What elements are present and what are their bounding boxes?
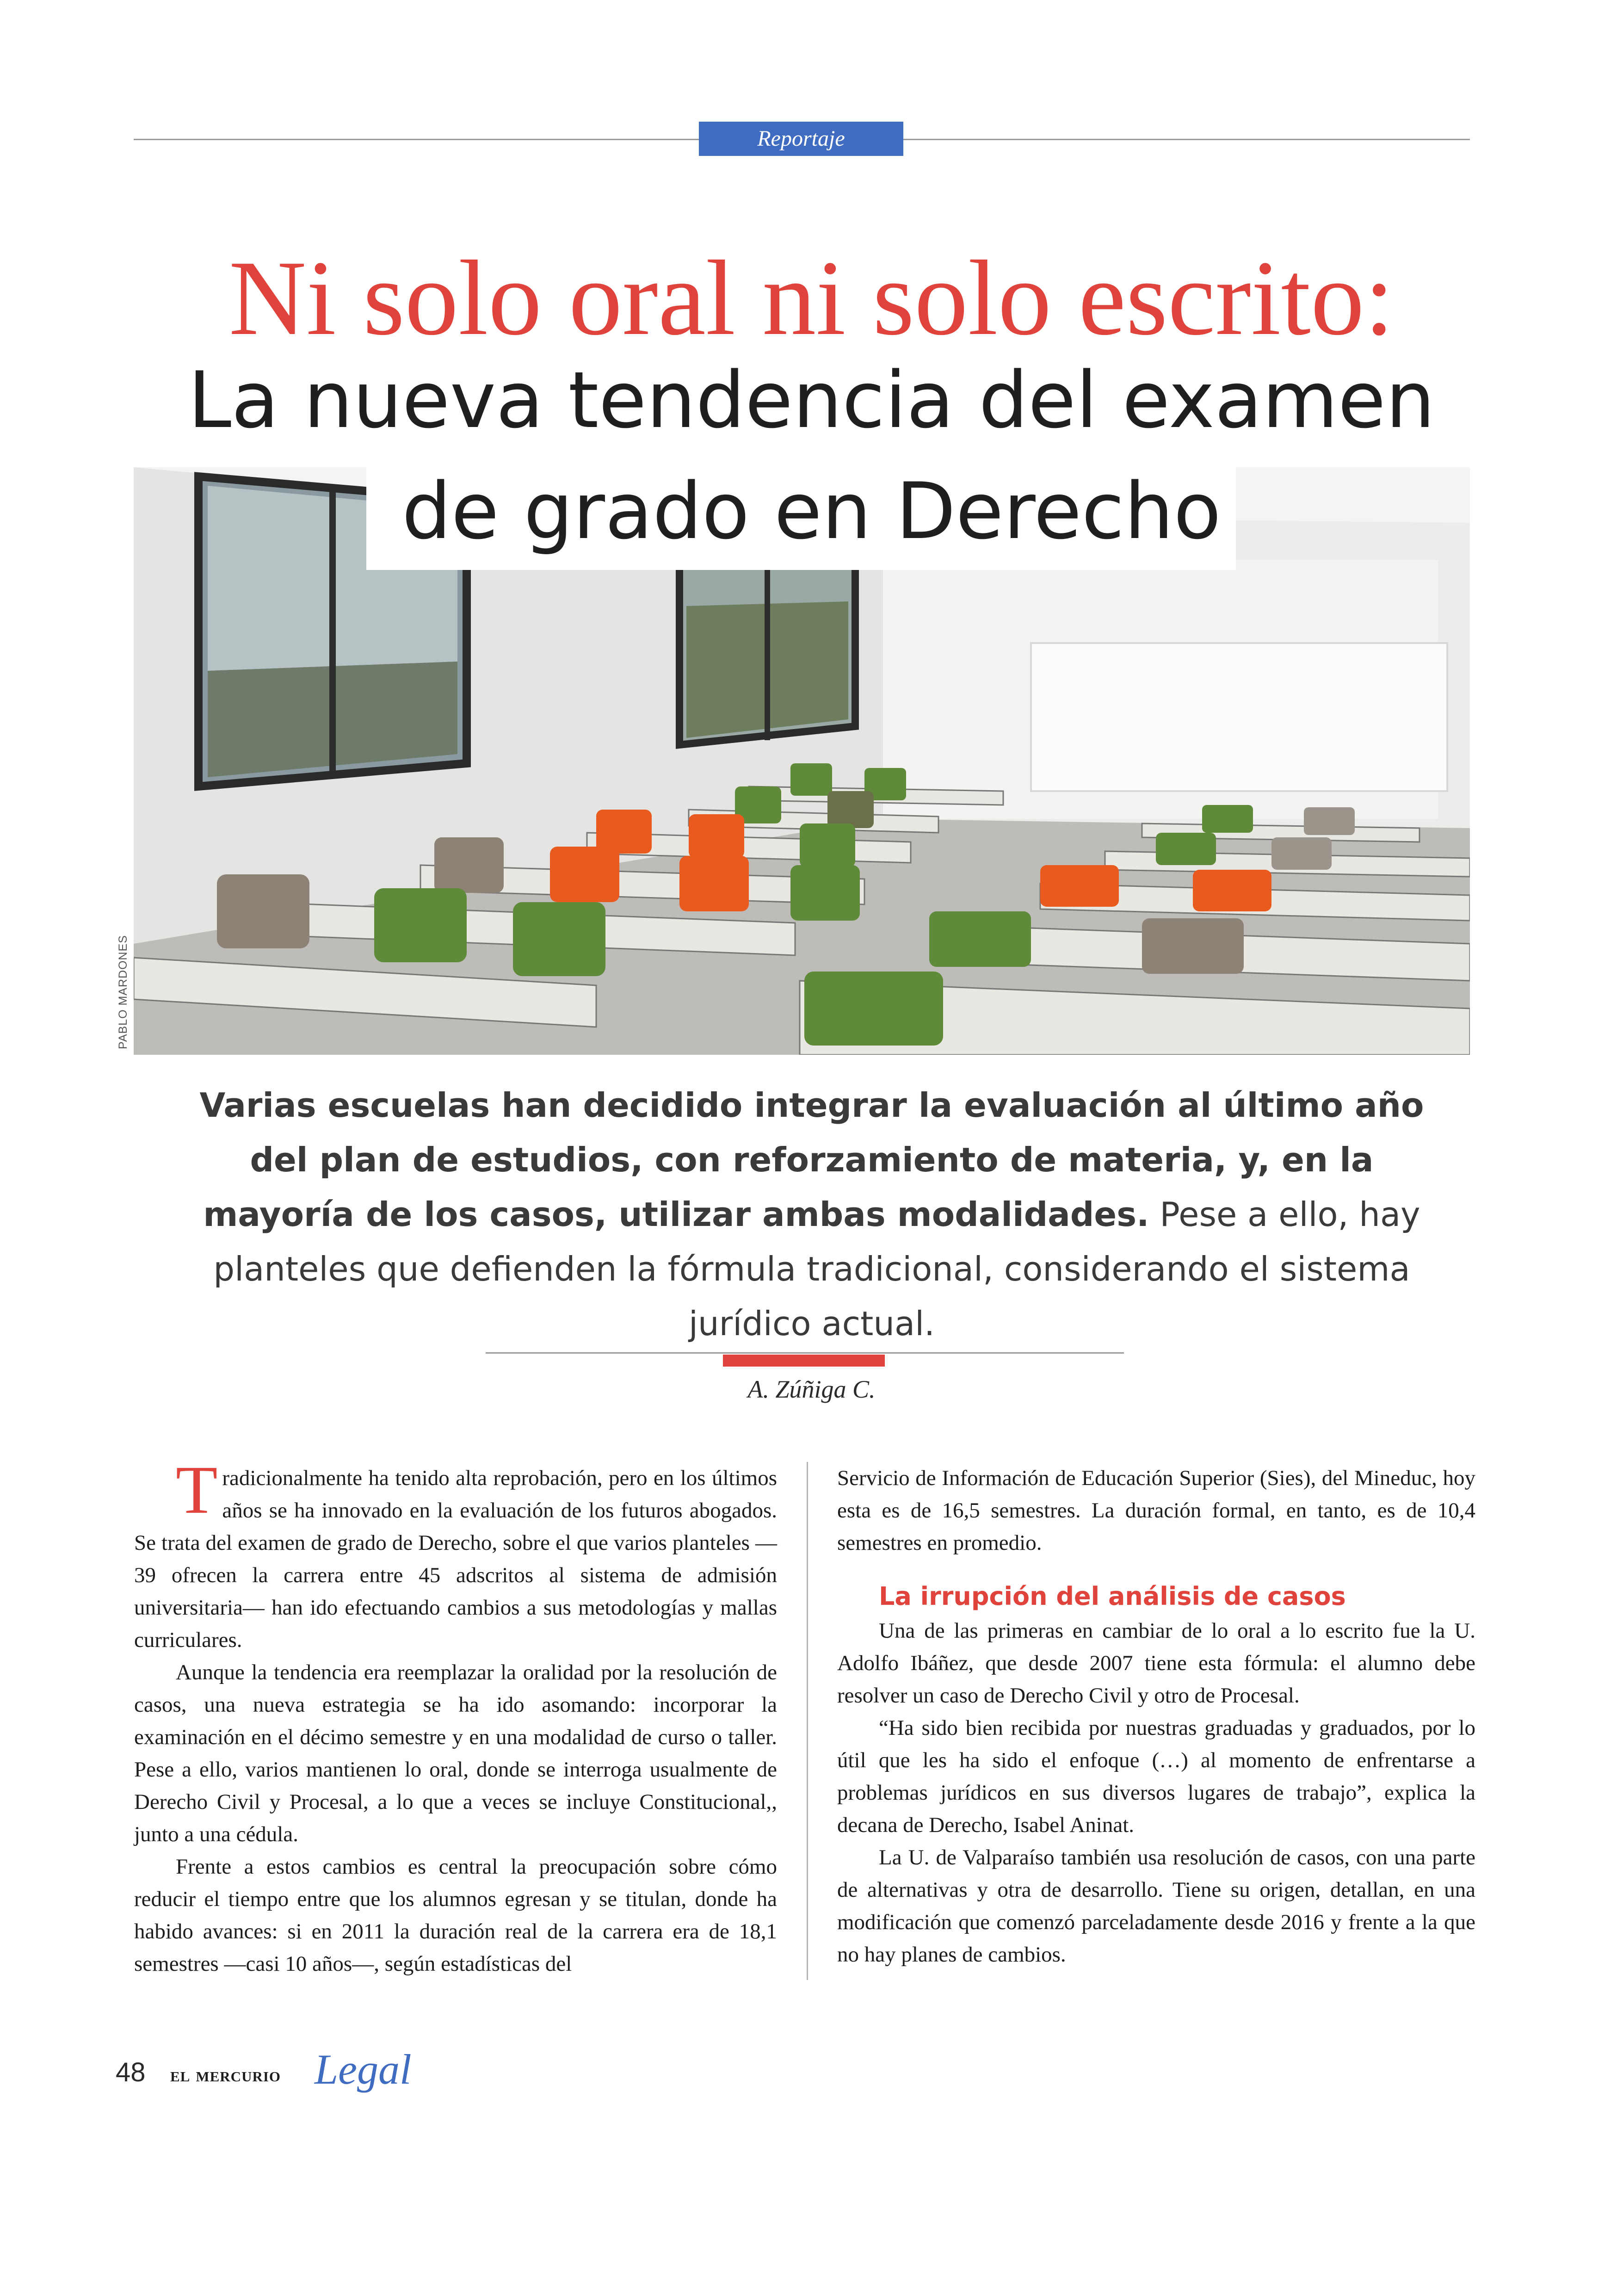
lead-regular: Pese a ello, hay planteles que defienden la fórmula tradicional, considerando el sistema jurídico actual.: [213, 1195, 1420, 1343]
photo-credit: PABLO MARDONES: [117, 935, 130, 1049]
column-divider: [807, 1462, 808, 1980]
drop-cap: T: [176, 1452, 218, 1528]
page-number: 48: [116, 2057, 146, 2087]
section-badge: Reportaje: [699, 122, 903, 156]
byline: A. Zúñiga C.: [747, 1375, 876, 1403]
body-paragraph: Una de las primeras en cambiar de lo oral a lo escrito fue la U. Adolfo Ibáñez, que desde 2007 tiene esta fórmula: el alumno debe resolver un caso de Derecho Civil y otro de Procesal.: [837, 1619, 1475, 1708]
lead-bold: Varias escuelas han decidido integrar la evaluación al último año del plan de estudios, con reforzamiento de materia, y, en la mayoría de los casos, utilizar ambas modalidades.: [199, 1086, 1424, 1234]
subheading: La irrupción del análisis de casos: [879, 1582, 1346, 1611]
body-column-right: [837, 1462, 1475, 1971]
publication-name: el mercurio: [170, 2063, 281, 2086]
body-paragraph: Frente a estos cambios es central la preocupación sobre cómo reducir el tiempo entre que los alumnos egresan y se titulan, donde ha habido avances: si en 2011 la duración real de la carrera era de 18,1 semestres —casi 10 años—, según estadísticas del: [134, 1855, 777, 1976]
byline-accent: [723, 1355, 885, 1367]
body-paragraph: Aunque la tendencia era reemplazar la oralidad por la resolución de casos, una nueva estrategia se ha ido asomando: incorporar la examinación en el décimo semestre y en una modalidad de curso o taller. Pese a ello, varios mantienen lo oral, donde se interroga usualmente de Derecho Civil y Procesal, a lo que a veces se incluye Constitucional,, junto a una cédula.: [134, 1660, 777, 1846]
lead-paragraph: [199, 1078, 1425, 1351]
publication-suffix: Legal: [315, 2046, 412, 2093]
title-red-line: Ni solo oral ni solo escrito:: [228, 239, 1395, 358]
title-black-line-2: de grado en Derecho: [401, 466, 1222, 557]
byline-rule: [486, 1352, 1124, 1354]
body-paragraph: La U. de Valparaíso también usa resolución de casos, con una parte de alternativas y otra de desarrollo. Tiene su origen, detallan, en una modificación que comenzó parceladamente desde 2016 y frente a la que no hay planes de cambios.: [837, 1845, 1475, 1967]
body-paragraph: Tradicionalmente ha tenido alta reprobación, pero en los últimos años se ha innovado en la evaluación de los futuros abogados. Se trata del examen de grado de Derecho, sobre el que varios planteles —39 ofrecen la carrera entre 45 adscritos al sistema de admisión universitaria— han ido efectuando cambios a sus metodologías y mallas curriculares.: [134, 1452, 777, 1652]
title-black-line: La nueva tendencia del examen: [188, 355, 1435, 446]
body-column-left: [134, 1452, 777, 1980]
body-paragraph: “Ha sido bien recibida por nuestras graduadas y graduados, por lo útil que les ha sido el enfoque (…) al momento de enfrentarse a problemas jurídicos en sus diversos lugares de trabajo”, explica la decana de Derecho, Isabel Aninat.: [837, 1716, 1475, 1837]
body-paragraph: Servicio de Información de Educación Superior (Sies), del Mineduc, hoy esta es de 16,5 semestres. La duración formal, en tanto, es de 10,4 semestres en promedio.: [837, 1466, 1475, 1555]
